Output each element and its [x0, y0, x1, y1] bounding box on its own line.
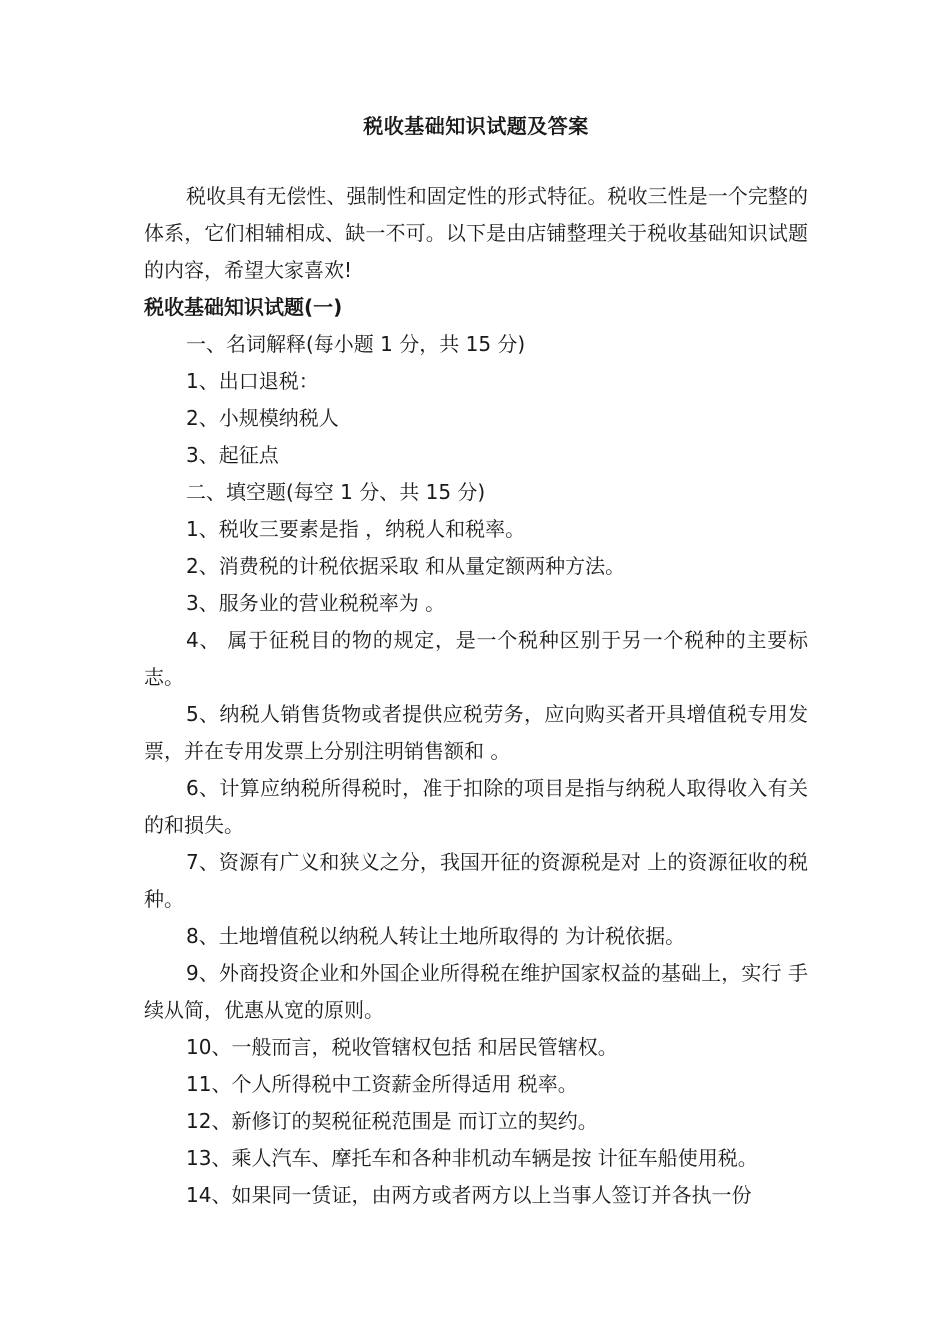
part2-item: 5、纳税人销售货物或者提供应税劳务，应向购买者开具增值税专用发票，并在专用发票上分别注明销售额和 。 [144, 702, 808, 763]
part2-item: 9、外商投资企业和外国企业所得税在维护国家权益的基础上，实行 手续从简，优惠从宽的原则。 [144, 961, 808, 1022]
part2-item: 12、新修订的契税征税范围是 而订立的契约。 [186, 1109, 598, 1133]
part2-item: 6、计算应纳税所得税时，准于扣除的项目是指与纳税人取得收入有关的和损失。 [144, 776, 808, 837]
document-title: 税收基础知识试题及答案 [363, 114, 589, 138]
part2-item: 7、资源有广义和狭义之分，我国开征的资源税是对 上的资源征收的税种。 [144, 850, 808, 911]
part2-item: 14、如果同一赁证，由两方或者两方以上当事人签订并各执一份 [186, 1183, 752, 1207]
document-body [144, 108, 808, 1214]
part2-item: 8、土地增值税以纳税人转让土地所取得的 为计税依据。 [186, 924, 686, 948]
part2-heading: 二、填空题(每空 1 分、共 15 分) [186, 480, 486, 504]
part2-item: 13、乘人汽车、摩托车和各种非机动车辆是按 计征车船使用税。 [186, 1146, 758, 1170]
part2-item: 3、服务业的营业税税率为 。 [186, 591, 446, 615]
part2-item: 10、一般而言，税收管辖权包括 和居民管辖权。 [186, 1035, 618, 1059]
part2-item: 1、税收三要素是指 ，纳税人和税率。 [186, 517, 526, 541]
part1-item: 2、小规模纳税人 [186, 406, 339, 430]
intro-paragraph: 税收具有无偿性、强制性和固定性的形式特征。税收三性是一个完整的体系，它们相辅相成、缺一不可。以下是由店铺整理关于税收基础知识试题的内容，希望大家喜欢! [144, 184, 808, 282]
part1-item: 3、起征点 [186, 443, 279, 467]
section-heading: 税收基础知识试题(一) [144, 295, 343, 319]
part2-item: 4、 属于征税目的物的规定，是一个税种区别于另一个税种的主要标志。 [144, 628, 808, 689]
part2-item: 2、消费税的计税依据采取 和从量定额两种方法。 [186, 554, 626, 578]
part1-heading: 一、名词解释(每小题 1 分，共 15 分) [186, 332, 526, 356]
part2-item: 11、个人所得税中工资薪金所得适用 税率。 [186, 1072, 578, 1096]
part1-item: 1、出口退税： [186, 369, 319, 393]
